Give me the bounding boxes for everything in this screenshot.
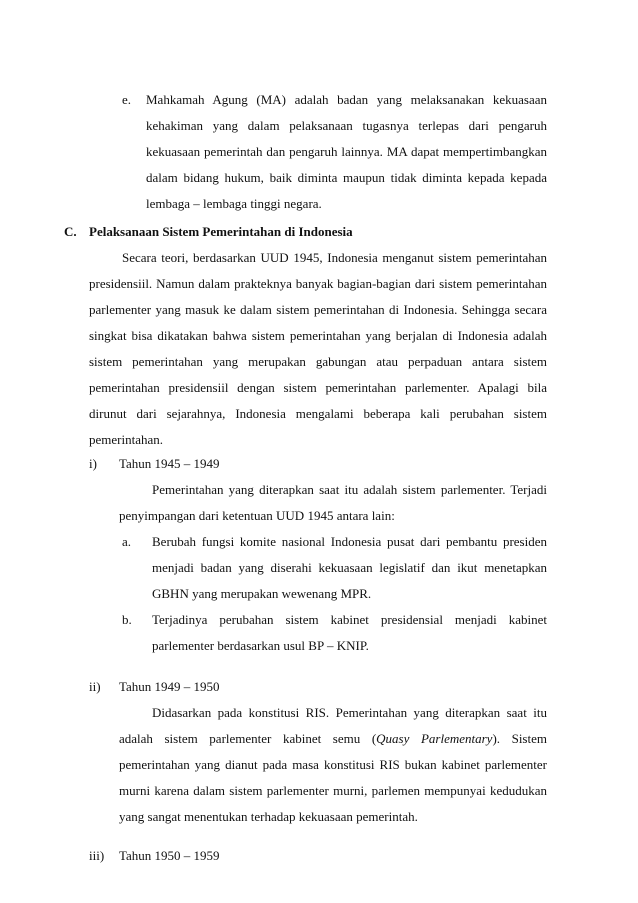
period-2-line-2-italic: Quasy Parlementary xyxy=(376,731,493,746)
section-c-line-8: pemerintahan. xyxy=(89,432,163,447)
period-1-marker: i) xyxy=(89,456,97,471)
period-1-sub-a-line-2: menjadi badan yang diserahi kekuasaan legislatif dan ikut menetapkan xyxy=(152,560,547,575)
period-1-sub-b-line-1: Terjadinya perubahan sistem kabinet presidensial menjadi kabinet xyxy=(152,612,547,627)
period-2-heading: Tahun 1949 – 1950 xyxy=(119,679,220,694)
period-1-sub-a-line-3: GBHN yang merupakan wewenang MPR. xyxy=(152,586,372,601)
period-1-sub-b-marker: b. xyxy=(122,612,132,627)
item-e-line-4: dalam bidang hukum, baik diminta maupun tidak diminta kepada kepada xyxy=(146,170,547,185)
period-1-heading: Tahun 1945 – 1949 xyxy=(119,456,220,471)
section-c-line-7: dirunut dari sejarahnya, Indonesia mengalami beberapa kali perubahan sistem xyxy=(89,406,547,421)
section-c-line-1: Secara teori, berdasarkan UUD 1945, Indonesia menganut sistem pemerintahan xyxy=(122,250,547,265)
period-2-line-1: Didasarkan pada konstitusi RIS. Pemerintahan yang diterapkan saat itu xyxy=(152,705,547,720)
period-1-sub-a-line-1: Berubah fungsi komite nasional Indonesia pusat dari pembantu presiden xyxy=(152,534,547,549)
list-marker-e: e. xyxy=(122,92,132,107)
section-c-line-3: parlementer yang masuk ke dalam sistem pemerintahan di Indonesia. Sehingga secara xyxy=(89,302,547,317)
period-1-sub-b-line-2: parlementer berdasarkan usul BP – KNIP. xyxy=(152,638,369,653)
period-2-line-2-post: ). Sistem xyxy=(492,731,547,746)
section-c-line-5: sistem pemerintahan yang merupakan gabungan atau perpaduan antara sistem xyxy=(89,354,547,369)
period-3-marker: iii) xyxy=(89,848,105,863)
section-c-line-4: singkat bisa dikatakan bahwa sistem pemerintahan yang berjalan di Indonesia adalah xyxy=(89,328,547,343)
section-c-title: Pelaksanaan Sistem Pemerintahan di Indonesia xyxy=(89,224,353,239)
period-1-line-2: penyimpangan dari ketentuan UUD 1945 antara lain: xyxy=(119,508,395,523)
period-2-line-2-pre: adalah sistem parlementer kabinet semu ( xyxy=(119,731,377,746)
item-e-line-2: kehakiman yang dalam pelaksanaan tugasnya terlepas dari pengaruh xyxy=(146,118,547,133)
period-1-sub-a-marker: a. xyxy=(122,534,132,549)
item-e-line-5: lembaga – lembaga tinggi negara. xyxy=(146,196,322,211)
section-c-marker: C. xyxy=(64,224,77,239)
section-c-line-6: pemerintahan presidensiil dengan sistem pemerintahan parlementer. Apalagi bila xyxy=(89,380,547,395)
period-3-heading: Tahun 1950 – 1959 xyxy=(119,848,220,863)
period-2-line-3: pemerintahan yang dianut pada masa konstitusi RIS bukan kabinet parlementer xyxy=(119,757,547,772)
section-c-line-2: presidensiil. Namun dalam prakteknya banyak bagian-bagian dari sistem pemerintahan xyxy=(89,276,547,291)
period-2-marker: ii) xyxy=(89,679,101,694)
period-2-line-5: yang sangat menentukan terhadap kekuasaan pemerintah. xyxy=(119,809,418,824)
item-e-line-1: Mahkamah Agung (MA) adalah badan yang melaksanakan kekuasaan xyxy=(146,92,547,107)
period-1-line-1: Pemerintahan yang diterapkan saat itu adalah sistem parlementer. Terjadi xyxy=(152,482,547,497)
item-e-line-3: kekuasaan pemerintah dan pengaruh lainnya. MA dapat mempertimbangkan xyxy=(146,144,547,159)
period-2-line-4: murni karena dalam sistem parlementer murni, parlemen mempunyai kedudukan xyxy=(119,783,547,798)
period-2-line-2 xyxy=(119,731,547,747)
